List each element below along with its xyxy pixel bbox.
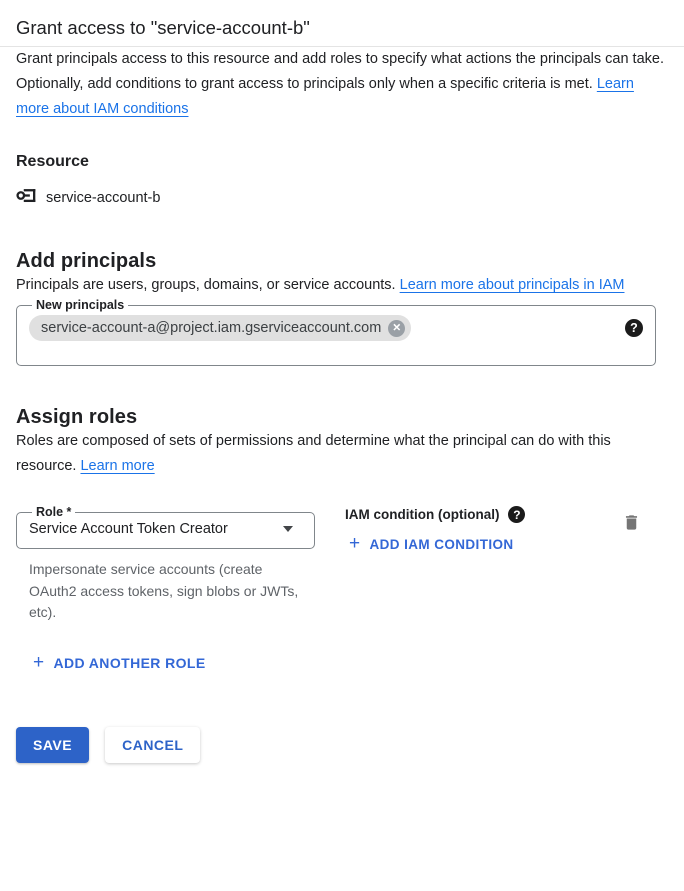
roles-paragraph bbox=[16, 429, 668, 479]
role-select[interactable] bbox=[16, 505, 315, 549]
iam-condition-column bbox=[345, 505, 525, 553]
intro-paragraph bbox=[16, 47, 668, 122]
chip-remove-icon[interactable]: ✕ bbox=[388, 320, 405, 337]
add-principals-heading: Add principals bbox=[16, 250, 157, 272]
role-row bbox=[16, 505, 668, 624]
delete-role-button[interactable] bbox=[622, 513, 641, 532]
iam-conditions-link[interactable]: Learn more about IAM conditions bbox=[16, 76, 634, 117]
plus-icon: + bbox=[349, 533, 361, 554]
chevron-down-icon bbox=[283, 526, 293, 532]
cancel-button[interactable]: CANCEL bbox=[105, 727, 200, 763]
add-another-role-label: ADD ANOTHER ROLE bbox=[53, 655, 206, 671]
add-iam-condition-button[interactable] bbox=[349, 533, 525, 554]
plus-icon: + bbox=[33, 651, 45, 673]
intro-text: Grant principals access to this resource and add roles to specify what actions the principals can take. Optionally, add conditions to grant access to principals only when a specific criteria is met. bbox=[16, 51, 664, 92]
new-principals-label: New principals bbox=[36, 298, 125, 312]
role-selected-value: Service Account Token Creator bbox=[29, 521, 228, 537]
principal-chip-label: service-account-a@project.iam.gserviceaccount.com bbox=[41, 320, 382, 336]
iam-condition-help-icon[interactable]: ? bbox=[508, 506, 525, 523]
roles-learn-more-link[interactable]: Learn more bbox=[80, 458, 155, 474]
principals-link[interactable]: Learn more about principals in IAM bbox=[399, 277, 625, 293]
iam-condition-label: IAM condition (optional) bbox=[345, 507, 500, 522]
principal-chip[interactable] bbox=[29, 315, 411, 341]
principals-paragraph bbox=[16, 273, 668, 298]
resource-heading: Resource bbox=[16, 153, 89, 170]
dialog-header bbox=[0, 0, 684, 42]
page-title: Grant access to "service-account-b" bbox=[16, 17, 310, 38]
principals-help-icon[interactable]: ? bbox=[625, 319, 643, 337]
roles-text: Roles are composed of sets of permissions and determine what the principal can do with this resource. bbox=[16, 433, 611, 474]
dialog-actions bbox=[16, 727, 668, 763]
save-button[interactable]: SAVE bbox=[16, 727, 89, 763]
resource-row bbox=[16, 185, 668, 210]
delete-role-column bbox=[622, 505, 641, 537]
principals-text: Principals are users, groups, domains, or service accounts. bbox=[16, 277, 400, 293]
role-label: Role * bbox=[36, 505, 72, 519]
trash-icon bbox=[622, 520, 641, 535]
add-iam-condition-label: ADD IAM CONDITION bbox=[369, 537, 514, 552]
new-principals-field[interactable] bbox=[16, 298, 656, 366]
assign-roles-heading: Assign roles bbox=[16, 406, 138, 428]
service-account-icon bbox=[16, 185, 37, 210]
resource-name: service-account-b bbox=[46, 189, 161, 206]
role-column bbox=[16, 505, 315, 624]
add-another-role-button[interactable] bbox=[33, 651, 668, 673]
role-description: Impersonate service accounts (create OAuth2 access tokens, sign blobs or JWTs, etc). bbox=[29, 561, 299, 620]
